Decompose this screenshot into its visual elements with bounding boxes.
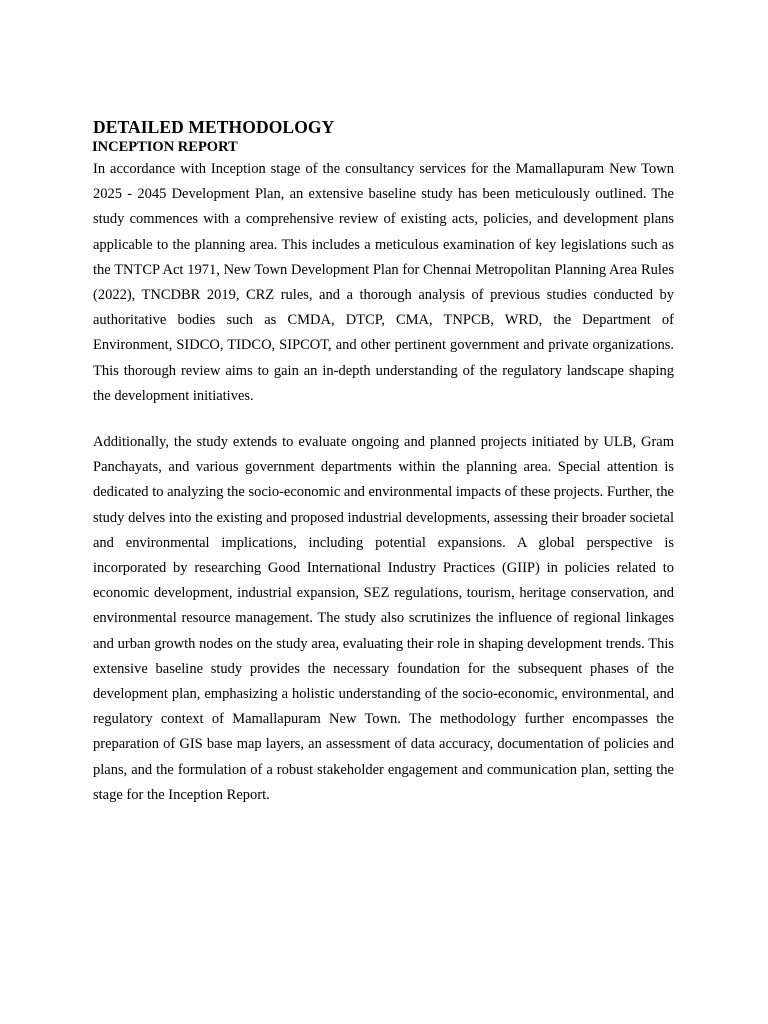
page-title: DETAILED METHODOLOGY — [93, 117, 335, 137]
section-heading: INCEPTION REPORT — [92, 139, 238, 155]
document-page — [93, 116, 674, 808]
body-paragraph-1: In accordance with Inception stage of the consultancy services for the Mamallapuram New Town 2025 - 2045 Development Plan, an extensive baseline study has been meticulously outlined. The study commences with a comprehensive review of existing acts, policies, and development plans applicable to the planning area. This includes a meticulous examination of key legislations such as the TNTCP Act 1971, New Town Development Plan for Chennai Metropolitan Planning Area Rules (2022), TNCDBR 2019, CRZ rules, and a thorough analysis of previous studies conducted by authoritative bodies such as CMDA, DTCP, CMA, TNPCB, WRD, the Department of Environment, SIDCO, TIDCO, SIPCOT, and other pertinent government and private organizations. This thorough review aims to gain an in-depth understanding of the regulatory landscape shaping the development initiatives. — [93, 161, 674, 404]
body-paragraph-2: Additionally, the study extends to evaluate ongoing and planned projects initiated by ULB, Gram Panchayats, and various government departments within the planning area. Special attention is dedicated to analyzing the socio-economic and environmental impacts of these projects. Further, the study delves into the existing and proposed industrial developments, assessing their broader societal and environmental implications, including potential expansions. A global perspective is incorporated by researching Good International Industry Practices (GIIP) in policies related to economic development, industrial expansion, SEZ regulations, tourism, heritage conservation, and environmental resource management. The study also scrutinizes the influence of regional linkages and urban growth nodes on the study area, evaluating their role in shaping development trends. This extensive baseline study provides the necessary foundation for the subsequent phases of the development plan, emphasizing a holistic understanding of the socio-economic, environmental, and regulatory context of Mamallapuram New Town. The methodology further encompasses the preparation of GIS base map layers, an assessment of data accuracy, documentation of policies and plans, and the formulation of a robust stakeholder engagement and communication plan, setting the stage for the Inception Report. — [93, 434, 674, 803]
